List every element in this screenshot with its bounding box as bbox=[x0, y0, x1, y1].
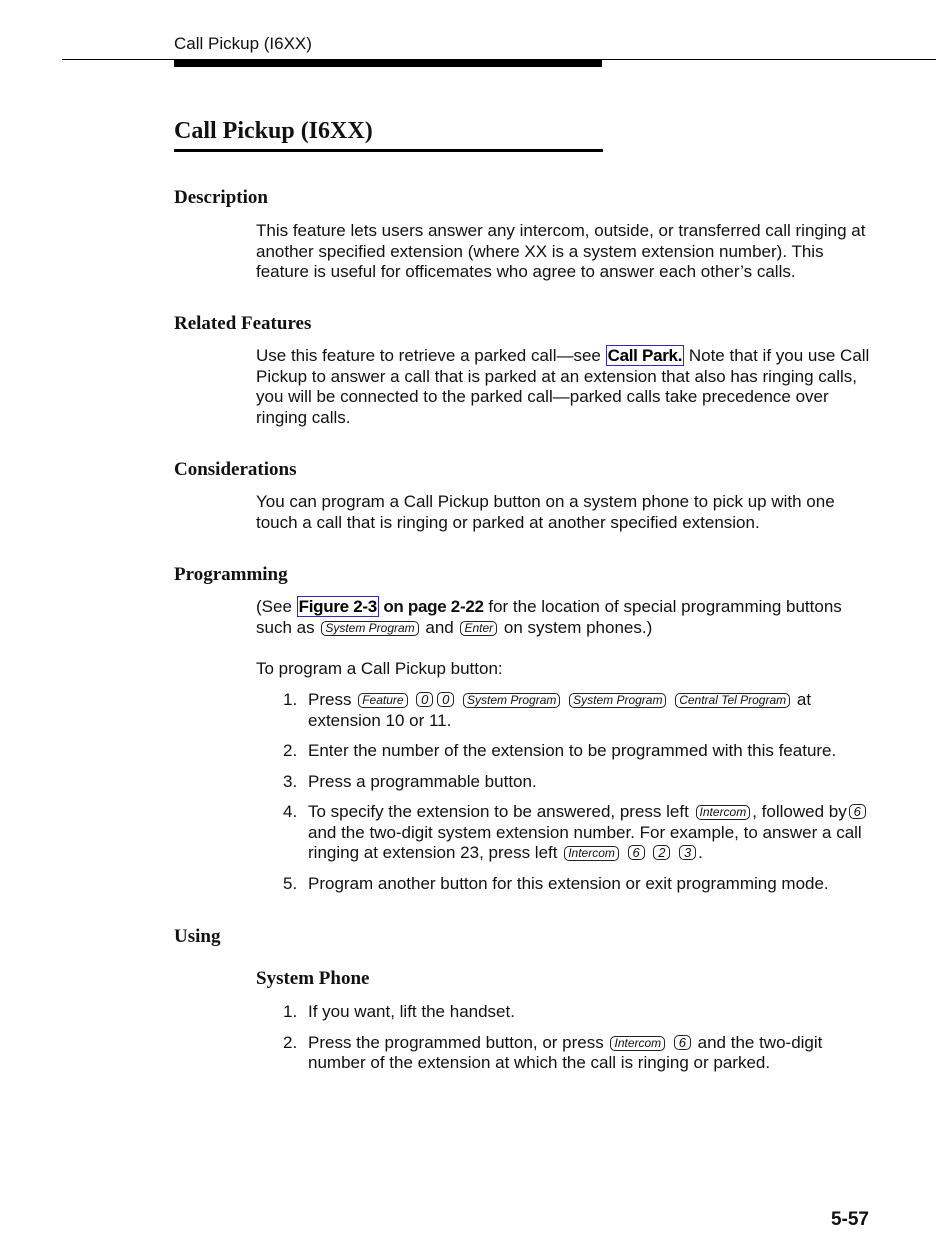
programming-step-5 bbox=[283, 874, 874, 895]
three-key: 3 bbox=[679, 845, 696, 860]
step-rest: at extension 10 or 11. bbox=[308, 690, 812, 730]
using-steps bbox=[283, 1002, 874, 1074]
programming-heading: Programming bbox=[174, 564, 288, 585]
step-number: 3. bbox=[283, 771, 298, 791]
description-heading: Description bbox=[174, 187, 268, 208]
system-program-key: System Program bbox=[463, 693, 560, 708]
step-number: 1. bbox=[283, 690, 298, 709]
two-key: 2 bbox=[653, 845, 670, 860]
programming-step-3 bbox=[283, 772, 874, 793]
figure-2-3-link[interactable]: Figure 2-3 bbox=[298, 597, 377, 616]
step-text-1: To specify the extension to be answered, press left bbox=[308, 802, 694, 821]
system-program-key: System Program bbox=[321, 621, 418, 636]
considerations-heading: Considerations bbox=[174, 459, 297, 480]
see-open: (See bbox=[256, 597, 297, 616]
six-key: 6 bbox=[849, 804, 866, 819]
step-number: 2. bbox=[283, 1032, 298, 1052]
programming-step-1 bbox=[283, 690, 874, 731]
description-text: This feature lets users answer any intercom, outside, or transferred call ringing at another specified extension (where XX is a system extension number). This feature is useful for officemates who agree to answer each other’s calls. bbox=[256, 221, 866, 281]
title-rule bbox=[174, 149, 603, 152]
header-bar bbox=[174, 60, 602, 67]
page-number: 5-57 bbox=[830, 1209, 869, 1230]
step-text: Press a programmable button. bbox=[308, 771, 537, 791]
intercom-key: Intercom bbox=[696, 805, 751, 820]
step-text: Program another button for this extension or exit programming mode. bbox=[308, 873, 829, 893]
intercom-key: Intercom bbox=[564, 846, 619, 861]
programming-see-note bbox=[256, 597, 874, 638]
using-heading: Using bbox=[174, 926, 221, 947]
zero-key: 0 bbox=[416, 692, 433, 707]
step-press: Press bbox=[308, 690, 357, 709]
using-step-2 bbox=[283, 1033, 874, 1074]
step-text-3: and the two-digit system extension number. For example, to answer a call ringing at extension 23, press left bbox=[308, 822, 862, 862]
step-text-2: and the two-digit number of the extension at which the call is ringing or parked. bbox=[308, 1032, 823, 1072]
related-features-text bbox=[256, 346, 874, 428]
step-text-4: . bbox=[698, 843, 703, 862]
step-number: 1. bbox=[283, 1002, 298, 1021]
page-ref: on page 2-22 bbox=[378, 597, 484, 616]
enter-key: Enter bbox=[460, 621, 497, 636]
step-text-2: , followed by bbox=[752, 802, 847, 821]
related-features-heading: Related Features bbox=[174, 313, 312, 334]
see-mid: for the location of special programming buttons such as bbox=[256, 597, 842, 637]
central-tel-program-key: Central Tel Program bbox=[675, 693, 790, 708]
step-number: 2. bbox=[283, 741, 298, 760]
running-header: Call Pickup (I6XX) bbox=[174, 34, 312, 53]
feature-key: Feature bbox=[358, 693, 407, 708]
see-and: and bbox=[420, 617, 459, 637]
step-number: 4. bbox=[283, 802, 298, 821]
step-number: 5. bbox=[283, 873, 298, 893]
step-text: Enter the number of the extension to be programmed with this feature. bbox=[308, 741, 837, 760]
programming-step-4 bbox=[283, 802, 874, 864]
programming-steps bbox=[283, 690, 874, 894]
programming-intro: To program a Call Pickup button: bbox=[256, 659, 503, 678]
system-phone-subheading: System Phone bbox=[256, 968, 370, 989]
using-step-1 bbox=[283, 1002, 874, 1023]
programming-step-2 bbox=[283, 741, 874, 762]
related-text-after: Note that if you use Call Pickup to answer a call that is parked at an extension that also has ringing calls, you will be connected to the parked call—parked calls take precedence over ringing calls. bbox=[256, 346, 870, 427]
zero-key: 0 bbox=[437, 692, 454, 707]
call-park-link[interactable]: Call Park. bbox=[607, 346, 683, 365]
see-close: on system phones.) bbox=[499, 617, 653, 637]
six-key: 6 bbox=[628, 845, 645, 860]
six-key: 6 bbox=[674, 1035, 691, 1050]
considerations-text: You can program a Call Pickup button on a system phone to pick up with one touch a call that is ringing or parked at another specified extension. bbox=[256, 492, 835, 532]
step-text-1: Press the programmed button, or press bbox=[308, 1032, 609, 1052]
system-program-key: System Program bbox=[569, 693, 666, 708]
intercom-key: Intercom bbox=[610, 1036, 665, 1051]
related-text-before: Use this feature to retrieve a parked call—see bbox=[256, 346, 606, 365]
step-text: If you want, lift the handset. bbox=[308, 1002, 515, 1021]
page-title: Call Pickup (I6XX) bbox=[174, 118, 373, 144]
